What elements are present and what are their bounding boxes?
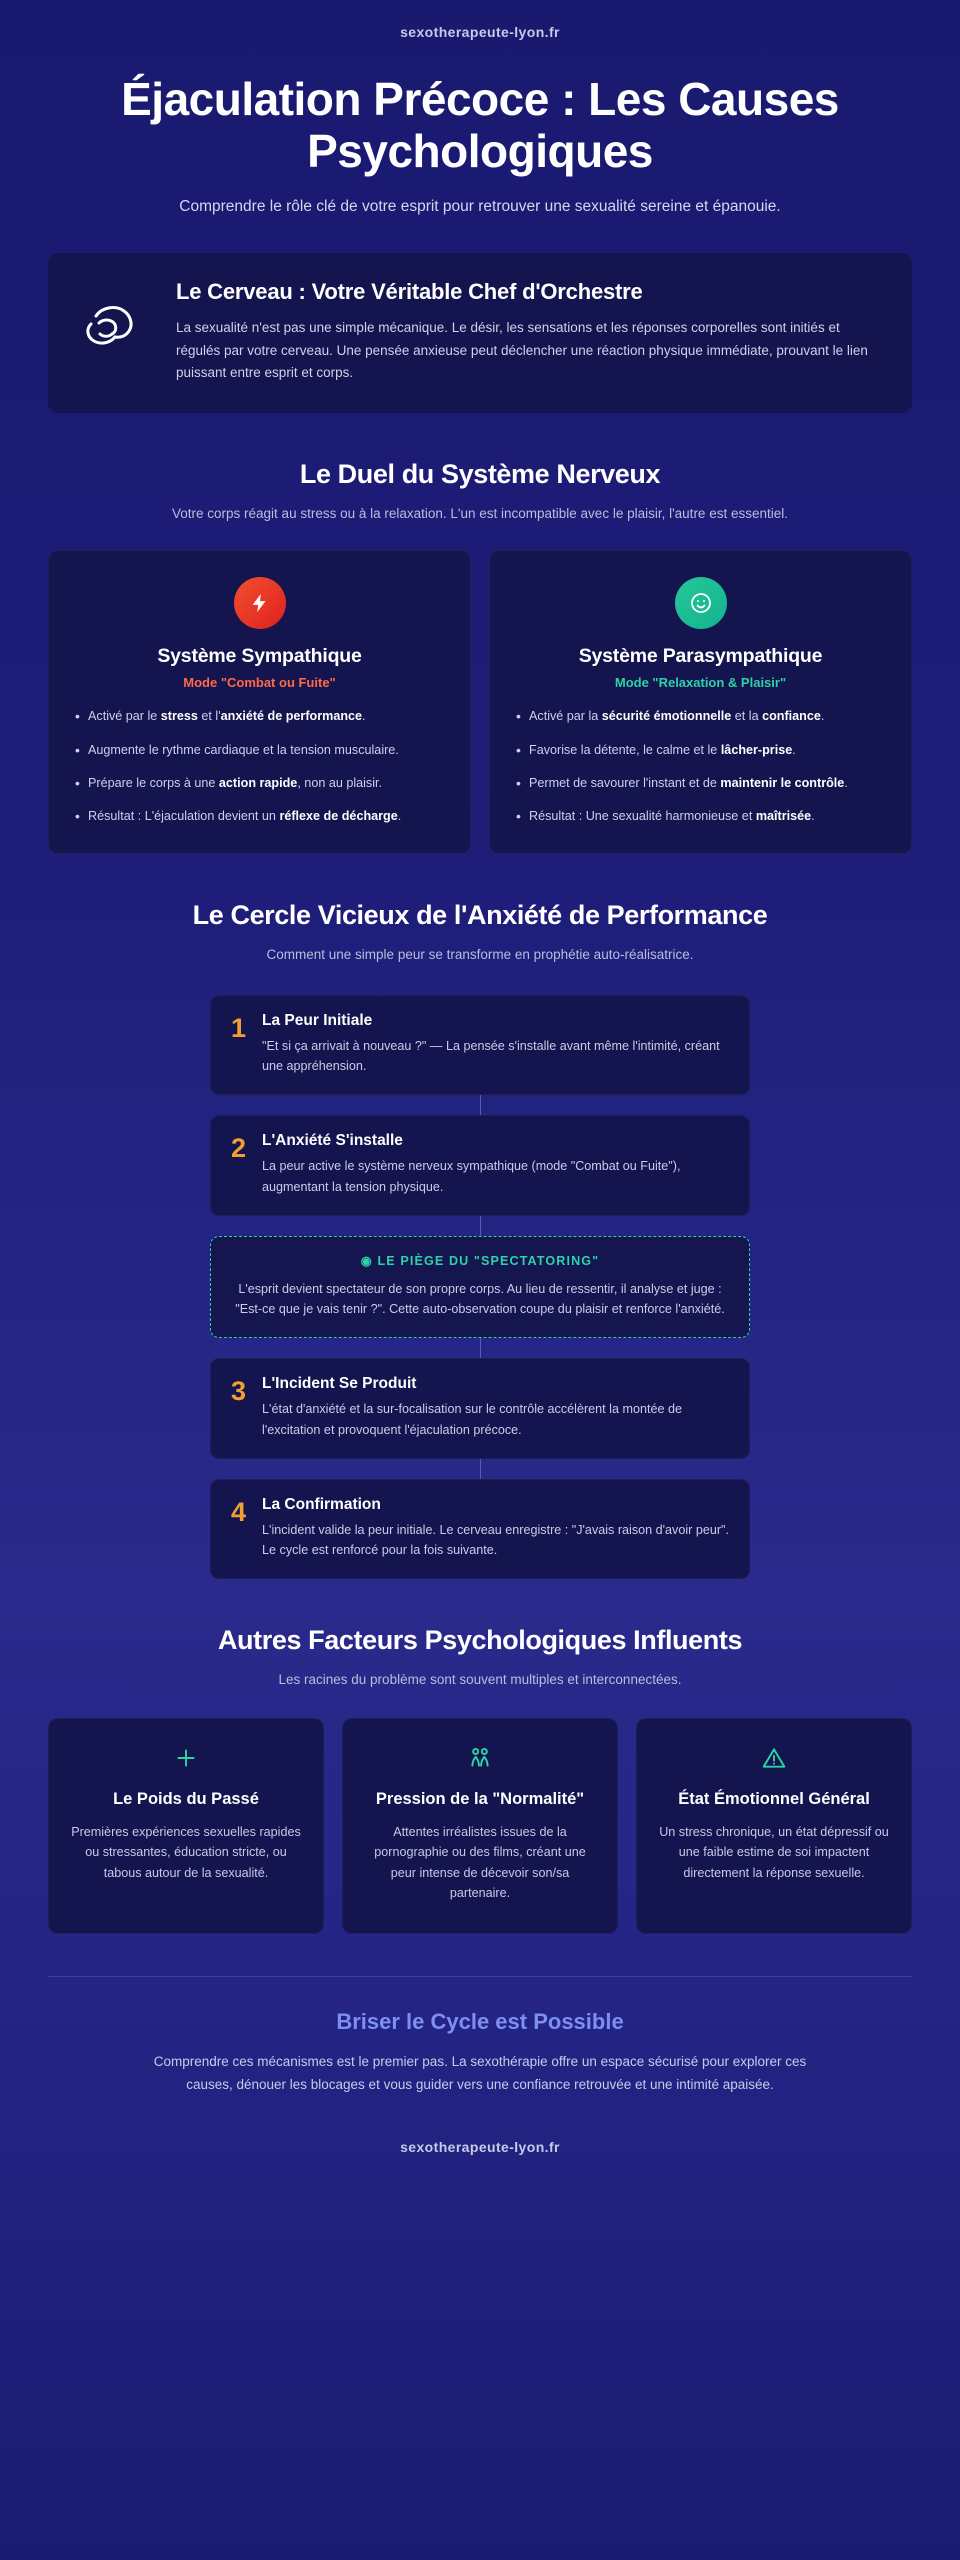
step-title: L'Incident Se Produit	[262, 1375, 417, 1393]
list-item: • Résultat : L'éjaculation devient un réflexe de décharge.	[73, 806, 446, 826]
factor-text: Un stress chronique, un état dépressif ou une faible estime de soi impactent directement la réponse sexuelle.	[659, 1824, 889, 1880]
page-subtitle: Comprendre le rôle clé de votre esprit pour retrouver une sexualité sereine et épanouie.	[179, 198, 781, 216]
list-item: • Prépare le corps à une action rapide, non au plaisir.	[73, 773, 446, 793]
list-item: • Activé par la sécurité émotionnelle et la confiance.	[514, 706, 887, 726]
step-text: "Et si ça arrivait à nouveau ?" — La pensée s'installe avant même l'intimité, créant une appréhension.	[262, 1039, 720, 1074]
list-item: • Augmente le rythme cardiaque et la tension musculaire.	[73, 740, 446, 760]
list-item: • Favorise la détente, le calme et le lâcher-prise.	[514, 740, 887, 760]
cycle-step	[210, 1115, 750, 1215]
sympathetic-title: Système Sympathique	[157, 645, 362, 668]
factor-text: Attentes irréalistes issues de la pornographie ou des films, créant une peur intense de décevoir son/sa partenaire.	[374, 1824, 586, 1900]
cycle-title: Le Cercle Vicieux de l'Anxiété de Performance	[192, 899, 768, 930]
factor-title: État Émotionnel Général	[678, 1790, 870, 1809]
cycle-step	[210, 1358, 750, 1458]
nervous-system-subtitle: Votre corps réagit au stress ou à la relaxation. L'un est incompatible avec le plaisir, l'autre est essentiel.	[172, 506, 788, 522]
eye-icon: ◉	[360, 1253, 373, 1268]
list-item: • Résultat : Une sexualité harmonieuse et maîtrisée.	[514, 806, 887, 826]
trap-text: L'esprit devient spectateur de son propre corps. Au lieu de ressentir, il analyse et juge : "Est-ce que je vais tenir ?". Cette auto-observation coupe du plaisir et renforce l'anxiété.	[235, 1281, 725, 1317]
factor-card-normality	[342, 1718, 618, 1934]
people-icon	[365, 1745, 595, 1775]
parasympathetic-title: Système Parasympathique	[578, 645, 823, 668]
nervous-system-cards	[48, 550, 912, 854]
brain-card-text: La sexualité n'est pas une simple mécanique. Le désir, les sensations et les réponses corporelles sont initiés et régulés par votre cerveau. Une pensée anxieuse peut déclencher une réaction physique immédiate, prouvant le lien puissant entre esprit et corps.	[176, 320, 868, 381]
connector-line	[480, 1095, 481, 1115]
factor-card-emotional	[636, 1718, 912, 1934]
factor-title: Pression de la "Normalité"	[375, 1790, 585, 1809]
step-title: La Peur Initiale	[262, 1012, 373, 1030]
step-title: L'Anxiété S'installe	[262, 1132, 403, 1150]
sympathetic-list	[73, 706, 446, 827]
closing-title: Briser le Cycle est Possible	[336, 2009, 624, 2035]
factor-text: Premières expériences sexuelles rapides ou stressantes, éducation stricte, ou tabous autour de la sexualité.	[71, 1824, 301, 1880]
brain-card-title: Le Cerveau : Votre Véritable Chef d'Orchestre	[176, 279, 643, 305]
factor-card-past	[48, 1718, 324, 1934]
lightning-bolt-icon	[234, 577, 286, 629]
step-title: La Confirmation	[262, 1495, 381, 1513]
step-text: L'incident valide la peur initiale. Le cerveau enregistre : "J'avais raison d'avoir peur". Le cycle est renforcé pour la fois suivante.	[262, 1522, 730, 1557]
step-text: La peur active le système nerveux sympathique (mode "Combat ou Fuite"), augmentant la tension physique.	[262, 1159, 681, 1194]
sympathetic-card	[48, 550, 471, 854]
cycle-step	[210, 995, 750, 1095]
trap-title	[233, 1253, 727, 1268]
cycle-subtitle: Comment une simple peur se transforme en prophétie auto-réalisatrice.	[266, 946, 694, 962]
step-number: 1	[231, 1013, 247, 1044]
brain-card	[48, 253, 912, 413]
connector-line	[480, 1216, 481, 1236]
parasympathetic-mode: Mode "Relaxation & Plaisir"	[614, 675, 787, 691]
connector-line	[480, 1338, 481, 1358]
sympathetic-mode: Mode "Combat ou Fuite"	[183, 675, 336, 691]
smile-face-icon	[675, 577, 727, 629]
warning-triangle-icon	[659, 1745, 889, 1775]
step-number: 4	[231, 1496, 247, 1527]
site-url-top: sexotherapeute-lyon.fr	[400, 24, 560, 40]
factor-title: Le Poids du Passé	[113, 1790, 259, 1809]
page-title: Éjaculation Précoce : Les Causes Psychologiques	[121, 73, 839, 177]
list-item: • Activé par le stress et l'anxiété de performance.	[73, 706, 446, 726]
brain-icon	[78, 293, 150, 365]
hourglass-icon	[71, 1745, 301, 1775]
site-url-bottom: sexotherapeute-lyon.fr	[400, 2138, 560, 2155]
list-item: • Permet de savourer l'instant et de maintenir le contrôle.	[514, 773, 887, 793]
other-factors-cards	[48, 1718, 912, 1934]
cycle-step	[210, 1479, 750, 1579]
parasympathetic-card	[489, 550, 912, 854]
step-number: 2	[231, 1133, 247, 1164]
trap-title-text: LE PIÈGE DU "SPECTATORING"	[377, 1253, 600, 1268]
step-number: 3	[231, 1376, 247, 1407]
closing-text: Comprendre ces mécanismes est le premier pas. La sexothérapie offre un espace sécurisé pour explorer ces causes, dénouer les blocages et vous guider vers une confiance retrouvée et une intimité apaisée.	[153, 2054, 807, 2092]
parasympathetic-list	[514, 706, 887, 827]
nervous-system-title: Le Duel du Système Nerveux	[299, 459, 661, 490]
step-text: L'état d'anxiété et la sur-focalisation sur le contrôle accélèrent la montée de l'excitation et provoquent l'éjaculation précoce.	[262, 1402, 682, 1437]
connector-line	[480, 1459, 481, 1479]
cycle-steps	[210, 995, 750, 1579]
spectatoring-trap-card	[210, 1236, 750, 1339]
divider	[48, 1976, 912, 1977]
other-factors-subtitle: Les racines du problème sont souvent multiples et interconnectées.	[278, 1672, 682, 1688]
other-factors-title: Autres Facteurs Psychologiques Influents	[217, 1625, 743, 1656]
